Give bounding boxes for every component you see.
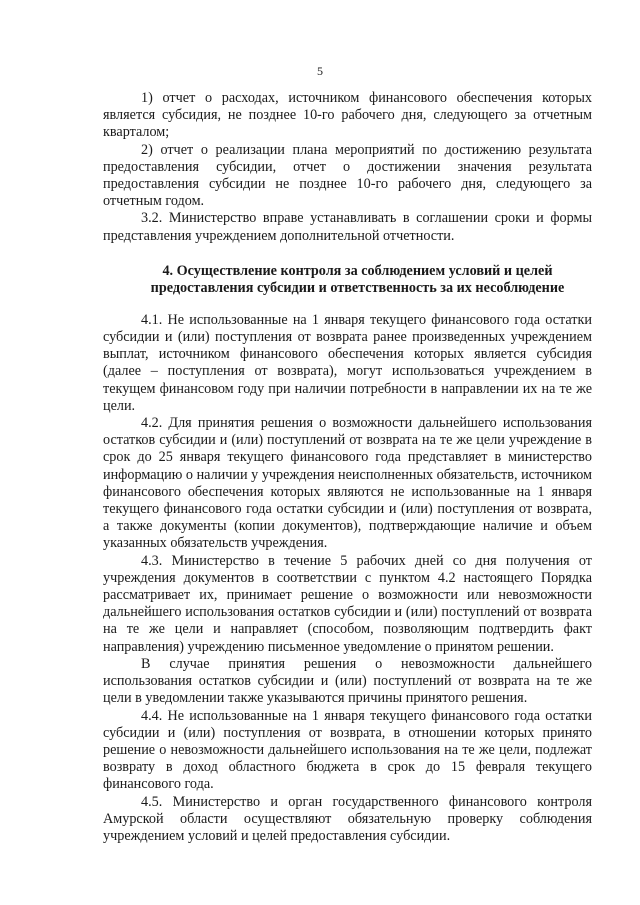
section-heading-line2: предоставления субсидии и ответственность за их несоблюдение: [150, 280, 565, 297]
document-body: [103, 90, 592, 845]
paragraph-4-2: 4.2. Для принятия решения о возможности дальнейшего использования остатков субсидии и (или) поступлений от возврата на те же цели учреждение в срок до 25 января текущего финансового года представляет в министерство информацию о наличии у учреждения неисполненных обязательств, источником финансового обеспечения которых являются не использованные на 1 января текущего финансового года остатки субсидии и (или) поступления от возврата, а также документы (копии документов), подтверждающие наличие и объем указанных обязательств учреждения.: [103, 415, 592, 552]
paragraph-4-1: 4.1. Не использованные на 1 января текущего финансового года остатки субсидии и (или) поступления от возврата ранее произведенных учреждением выплат, источником финансового обеспечения которых является субсидия (далее – поступления от возврата), могут использоваться учреждением в текущем финансовом году при наличии потребности в направлении их на те же цели.: [103, 311, 592, 414]
paragraph-4-5: 4.5. Министерство и орган государственного финансового контроля Амурской области осуществляют обязательную проверку соблюдения учреждением условий и целей предоставления субсидии.: [103, 793, 592, 844]
page-number: 5: [317, 64, 323, 78]
paragraph-refusal-reasons: В случае принятия решения о невозможности дальнейшего использования остатков субсидии и (или) поступлений от возврата на те же цели в уведомлении также указываются причины принятого решения.: [103, 655, 592, 707]
paragraph-3-2: 3.2. Министерство вправе устанавливать в соглашении сроки и формы представления учреждением дополнительной отчетности.: [103, 210, 592, 244]
paragraph-report-expenses: 1) отчет о расходах, источником финансового обеспечения которых является субсидия, не позднее 10-го рабочего дня, следующего за отчетным кварталом;: [103, 90, 592, 141]
paragraph-4-3: 4.3. Министерство в течение 5 рабочих дней со дня получения от учреждения документов в соответствии с пунктом 4.2 настоящего Порядка рассматривает их, принимает решение о возможности или невозможности дальнейшего использования остатков субсидии и (или) поступлений от возврата на те же цели и направляет (способом, позволяющим подтвердить факт направления) учреждению письменное уведомление о принятом решении.: [103, 552, 592, 655]
paragraph-report-plan: 2) отчет о реализации плана мероприятий по достижению результата предоставления субсидии, отчет о достижении значения результата предоставления субсидии не позднее 10-го рабочего дня, следующего за отчетным годом.: [103, 141, 592, 210]
paragraph-4-4: 4.4. Не использованные на 1 января текущего финансового года остатки субсидии и (или) поступления от возврата, в отношении которых принято решение о невозможности дальнейшего использования на те же цели, подлежат возврату в доход областного бюджета в срок до 15 февраля текущего финансового года.: [103, 707, 592, 793]
section-heading: [103, 263, 592, 298]
section-heading-line1: 4. Осуществление контроля за соблюдением условий и целей: [162, 262, 553, 279]
